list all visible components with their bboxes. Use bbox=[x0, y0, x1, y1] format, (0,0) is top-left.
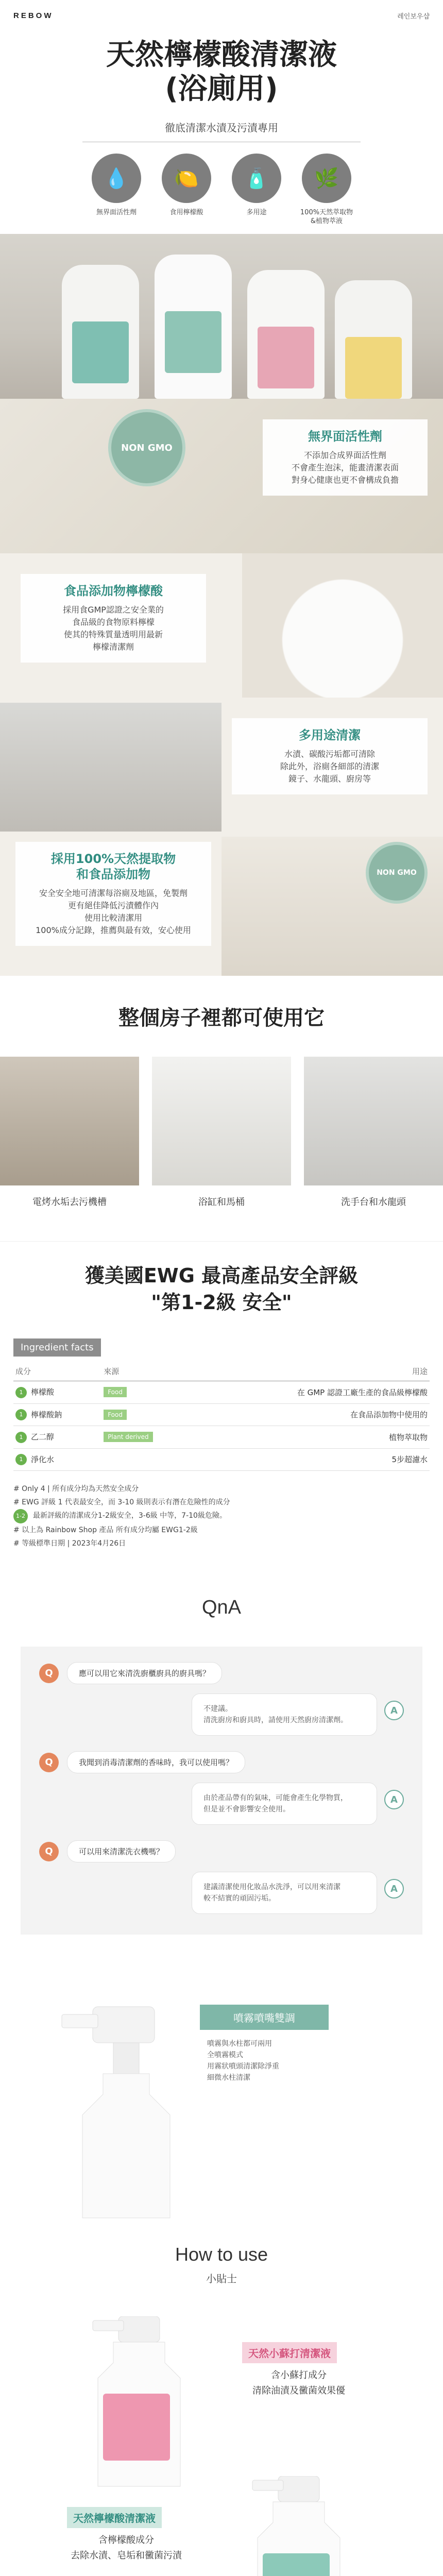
feature-section bbox=[0, 399, 443, 976]
tip-tag: 天然小蘇打清潔液 bbox=[242, 2342, 337, 2363]
grade-badge-icon: 1 bbox=[15, 1432, 27, 1443]
spray-nozzle-icon bbox=[41, 1986, 196, 2223]
table-row: 1 淨化水 5步超濾水 bbox=[13, 1448, 430, 1471]
nozzle-section bbox=[0, 1986, 443, 2223]
answer: 建議清潔使用化妝品水洗淨，可以用來清潔 較不結實的頑固污垢。 A bbox=[39, 1872, 404, 1914]
feature-icon-item: 🍋 食用檸檬酸 bbox=[158, 154, 215, 226]
table-row: 1 檸檬酸鈉 Food 在食品添加物中使用的 bbox=[13, 1403, 430, 1426]
leaf-icon: 🌿 bbox=[302, 154, 351, 203]
table-row: 1 檸檬酸 Food 在 GMP 認證工廠生產的食品級檸檬酸 bbox=[13, 1381, 430, 1404]
answer: 不建議。 清洗廚房和廚具時，請使用天然廚房清潔劑。 A bbox=[39, 1693, 404, 1736]
question: Q 應可以用它來清洗廚櫃廚具的廚具嗎？ bbox=[39, 1662, 404, 1684]
qna-box bbox=[21, 1647, 422, 1935]
tip-text: 含小蘇打成分 清除油漬及黴菌效果優 bbox=[252, 2370, 345, 2396]
answer: 由於產品帶有的氣味，可能會產生化學物質， 但是並不會影響安全使用。 A bbox=[39, 1783, 404, 1825]
question: Q 我聞到消毒清潔劑的香味時，我可以使用嗎？ bbox=[39, 1751, 404, 1773]
section-title: 整個房子裡都可使用它 bbox=[118, 1006, 325, 1030]
feature-card: 無界面活性劑 不添加合成界面活性劑 不會產生泡沫，能畫清潔表面 對身心健康也更不會構成負擔 bbox=[263, 419, 428, 496]
answer-icon: A bbox=[384, 1701, 404, 1720]
certification-seal-icon: NON GMO bbox=[108, 409, 185, 486]
how-to-use-visual bbox=[0, 2306, 443, 2576]
bathroom-photo bbox=[0, 703, 222, 832]
feature-card: 採用100%天然提取物 和食品添加物 安全安全地可清潔每浴廁及地區，免製劑 更有絕佳降低污漬體作內 使用比較清潔用 100%成分記錄，推薦與最有效，安心使用 bbox=[15, 842, 211, 946]
room-item: 電烤水垢去污機槽 bbox=[0, 1057, 139, 1208]
qna-title: QnA bbox=[201, 1597, 242, 1618]
answer-icon: A bbox=[384, 1879, 404, 1899]
product-subtitle: 徹底清潔水漬及污漬專用 bbox=[165, 122, 278, 134]
table-row: 1 乙二醇 Plant derived 植物萃取物 bbox=[13, 1426, 430, 1449]
ingredient-tag: Ingredient facts bbox=[13, 1338, 101, 1357]
feature-icons bbox=[0, 154, 443, 226]
room-item: 浴缸和馬桶 bbox=[152, 1057, 291, 1208]
ewg-title: 獲美國EWG 最高產品安全評級 "第1-2級 安全" bbox=[84, 1264, 359, 1314]
bottle-image bbox=[335, 280, 412, 399]
bottle-image bbox=[62, 265, 139, 399]
tip-tag: 天然檸檬酸清潔液 bbox=[67, 2507, 162, 2528]
feature-icon-item: 🌿 100%天然萃取物 &植物萃液 bbox=[298, 154, 355, 226]
hero bbox=[0, 31, 443, 399]
ewg-grade-icon: 1-2 bbox=[13, 1509, 28, 1523]
bathtub-photo bbox=[152, 1057, 291, 1185]
how-title: How to use bbox=[175, 2244, 268, 2265]
question: Q 可以用來清潔洗衣機嗎？ bbox=[39, 1840, 404, 1862]
qna-section bbox=[0, 1597, 443, 1935]
question-icon: Q bbox=[39, 1664, 59, 1683]
spray-icon: 🧴 bbox=[232, 154, 281, 203]
brand-kr: 레인보우샵 bbox=[397, 12, 430, 21]
feature-card: 食品添加物檸檬酸 採用食GMP認證之安全業的 食品級的食物原料檸檬 使其的特殊質量透明用最新 檸檬清潔劑 bbox=[21, 574, 206, 663]
ingredient-table: 成分 來源 用途 1 檸檬酸 Food 在 GMP 認證工廠生產的食品級檸檬酸 1 檸檬酸鈉 Food 在食品添加物中使用的 1 乙二醇 Plant derived 植物萃取物 1 淨化水 5步超濾水 bbox=[13, 1362, 430, 1471]
sink-photo bbox=[304, 1057, 443, 1185]
usage-rooms-section bbox=[0, 976, 443, 1208]
grade-badge-icon: 1 bbox=[15, 1387, 27, 1398]
question-icon: Q bbox=[39, 1842, 59, 1861]
feature-icon-item: 🧴 多用途 bbox=[228, 154, 285, 226]
tip-text: 含檸檬酸成分 去除水漬、皂垢和黴菌污漬 bbox=[71, 2535, 182, 2561]
how-to-use-section bbox=[0, 2244, 443, 2576]
baking-soda-bottle-image bbox=[82, 2316, 191, 2492]
ewg-section bbox=[0, 1241, 443, 1550]
hero-product-photo bbox=[0, 234, 443, 399]
room-item: 洗手台和水龍頭 bbox=[304, 1057, 443, 1208]
grade-badge-icon: 1 bbox=[15, 1409, 27, 1420]
kettle-photo bbox=[0, 1057, 139, 1185]
lemon-icon: 🍋 bbox=[162, 154, 211, 203]
nozzle-label: 噴霧噴嘴雙調 噴霧與水柱都可兩用 全噴霧模式 用霧狀噴頭清潔除淨重 細微水柱清潔 bbox=[200, 2005, 329, 2083]
feature-card: 多用途清潔 水漬、碳酸污垢都可清除 除此外，浴廁各細部的清潔 鏡子、水龍頭、廚房等 bbox=[232, 718, 428, 794]
room-list bbox=[0, 1057, 443, 1208]
brand-logo[interactable]: REBOW bbox=[13, 11, 54, 20]
citric-acid-bottle-image bbox=[242, 2476, 350, 2576]
how-subtitle: 小貼士 bbox=[206, 2273, 237, 2285]
answer-icon: A bbox=[384, 1790, 404, 1809]
bottle-image bbox=[155, 255, 232, 399]
product-title: 天然檸檬酸清潔液 (浴廁用) bbox=[106, 38, 337, 106]
grade-badge-icon: 1 bbox=[15, 1454, 27, 1465]
droplet-icon: 💧 bbox=[92, 154, 141, 203]
non-gmo-badge-icon: NON GMO bbox=[366, 842, 428, 904]
feature-icon-item: 💧 無界面活性劑 bbox=[88, 154, 145, 226]
header bbox=[0, 0, 443, 31]
question-icon: Q bbox=[39, 1753, 59, 1772]
bottle-image bbox=[247, 270, 325, 399]
powder-photo bbox=[242, 553, 443, 698]
ewg-notes: # Only 4 | 所有成分均為天然安全成分 # EWG 評級 1 代表最安全，而 3-10 級則表示有潛在危險性的成分 1-2 最新評級的清潔成分1-2級安全，3-6級 中等，7-10級危險。 # 以上為 Rainbow Shop 產品 所有成分均屬 EWG1-2級 # 等級標準日期 | 2023年4月26日 bbox=[13, 1485, 230, 1548]
